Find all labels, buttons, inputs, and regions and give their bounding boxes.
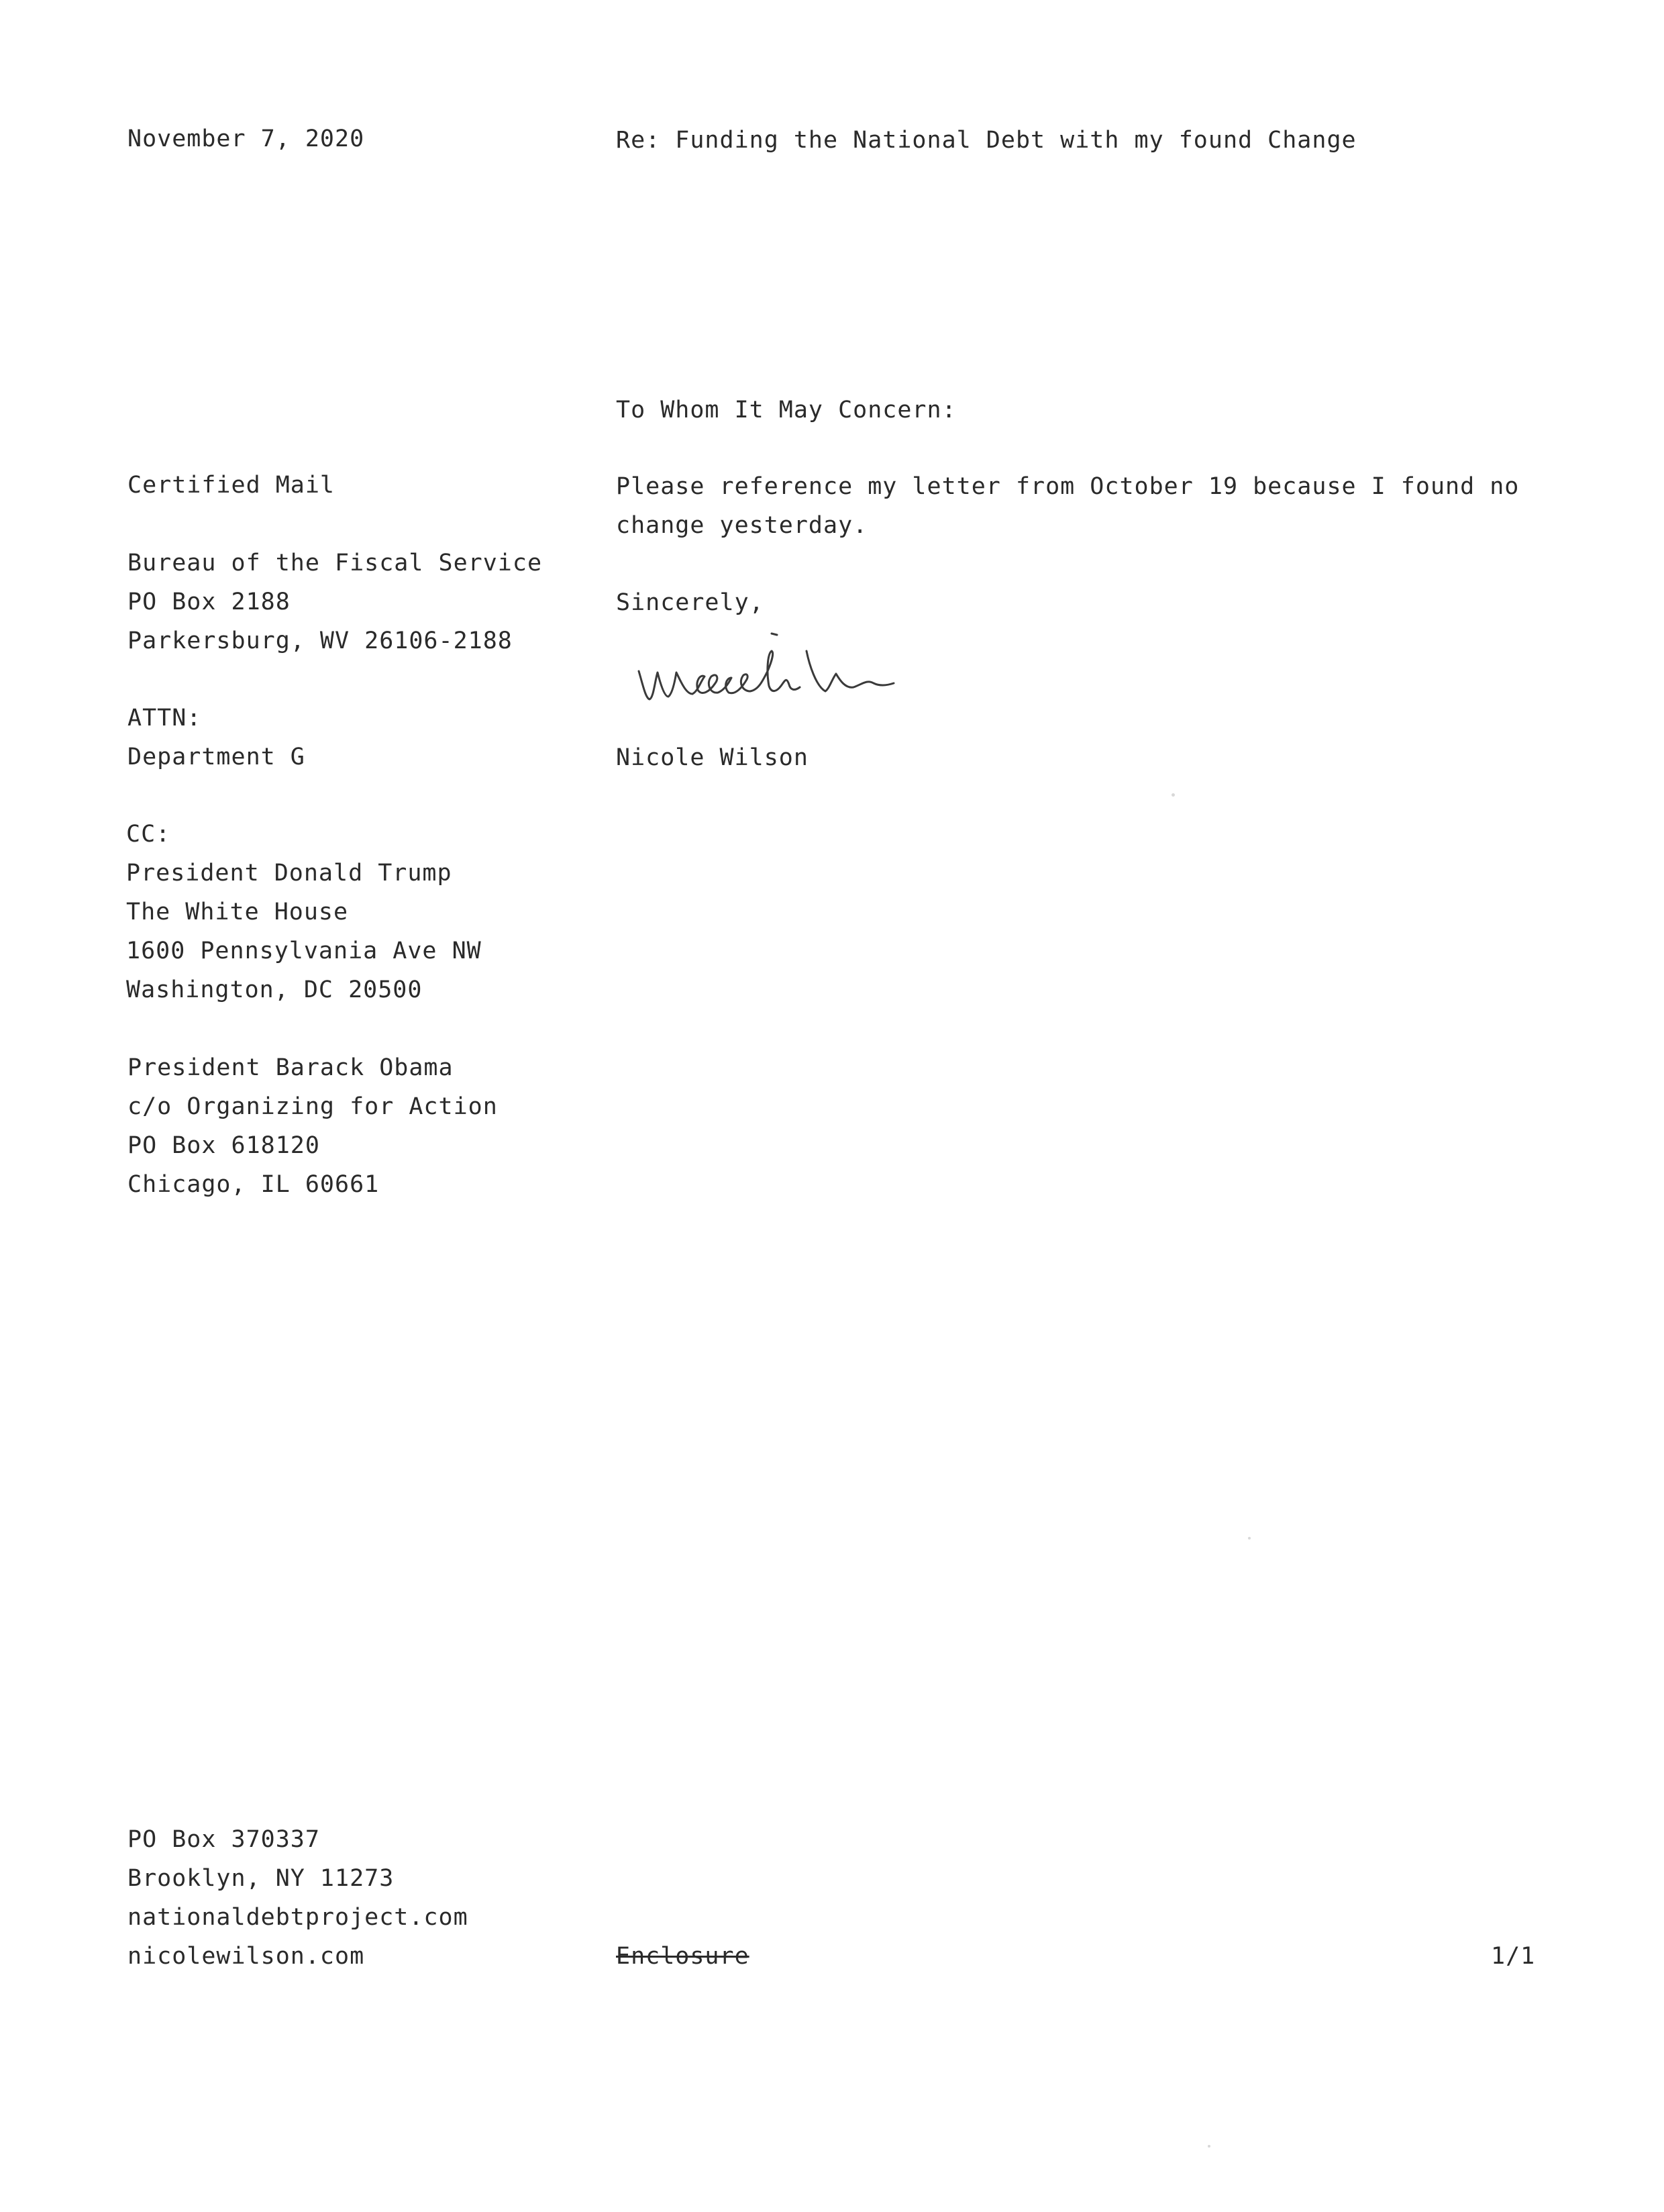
scan-speck: [1248, 1537, 1251, 1540]
recipient-line: Parkersburg, WV 26106-2188: [127, 627, 513, 654]
letter-body: Please reference my letter from October 19 because I found no change yesterday.: [616, 473, 1520, 539]
scan-speck: [1172, 793, 1175, 797]
recipient-address: [127, 544, 542, 660]
recipient-line: Bureau of the Fiscal Service: [127, 550, 543, 576]
sender-line: nicolewilson.com: [127, 1943, 365, 1970]
page-number: 1/1: [1491, 1943, 1536, 1970]
sender-line: nationaldebtproject.com: [127, 1904, 468, 1931]
attn-block: [127, 699, 305, 776]
recipient-line: PO Box 2188: [127, 589, 291, 615]
cc-line: c/o Organizing for Action: [127, 1093, 498, 1120]
attn-label: ATTN:: [127, 705, 202, 732]
cc-line: 1600 Pennsylvania Ave NW: [126, 938, 482, 964]
scan-speck: [1208, 2145, 1210, 2148]
signer-name: Nicole Wilson: [616, 744, 809, 771]
sender-line: PO Box 370337: [127, 1826, 320, 1853]
letter-date: November 7, 2020: [127, 125, 365, 152]
cc-line: President Barack Obama: [127, 1054, 454, 1081]
sender-line: Brooklyn, NY 11273: [127, 1865, 395, 1892]
closing: Sincerely,: [616, 589, 764, 616]
cc-line: Washington, DC 20500: [126, 976, 423, 1003]
cc-block: [126, 815, 482, 1009]
cc-line: Chicago, IL 60661: [127, 1171, 380, 1198]
mailing-method: Certified Mail: [127, 472, 335, 499]
cc-block-2: [127, 1048, 498, 1204]
sender-address: [127, 1820, 468, 1976]
cc-line: The White House: [126, 899, 349, 925]
signature-image: [631, 624, 953, 718]
salutation: To Whom It May Concern:: [616, 397, 957, 423]
cc-label: CC:: [126, 821, 171, 848]
cc-line: PO Box 618120: [127, 1132, 320, 1159]
letter-subject: Re: Funding the National Debt with my found Change: [616, 127, 1357, 154]
enclosure-label: Enclosure: [616, 1943, 749, 1970]
cc-line: President Donald Trump: [126, 860, 452, 887]
attn-value: Department G: [127, 744, 305, 770]
